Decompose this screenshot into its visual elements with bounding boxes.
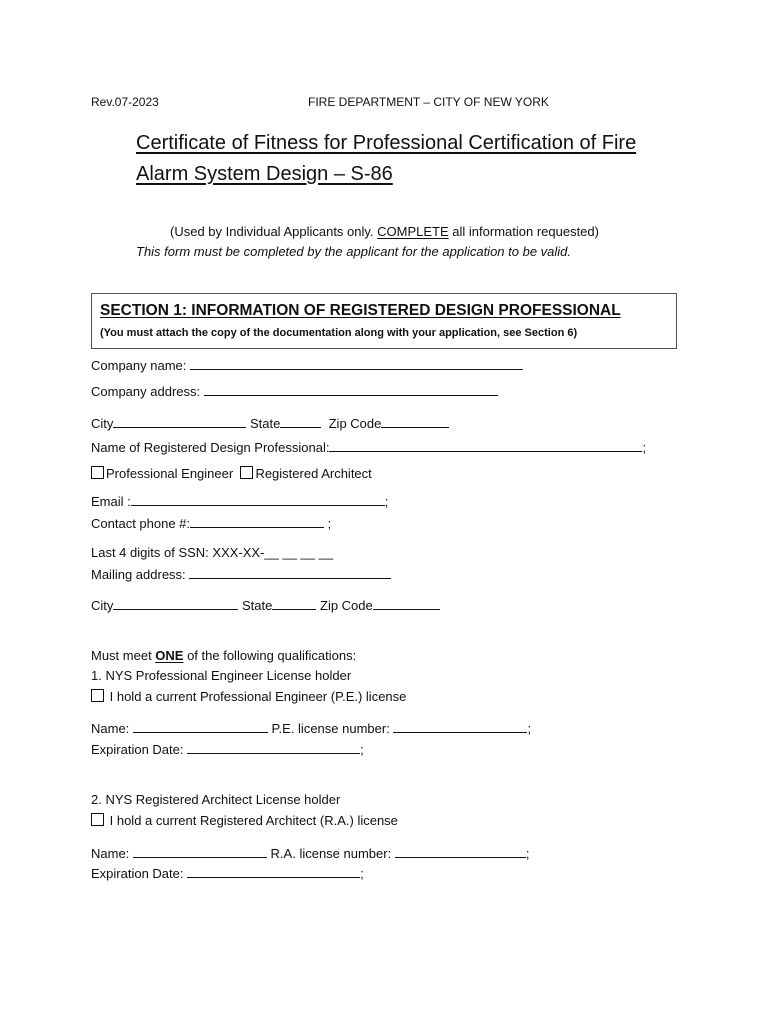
department-label: FIRE DEPARTMENT – CITY OF NEW YORK xyxy=(308,95,549,109)
rdp-name-field[interactable] xyxy=(329,439,642,452)
q1-name-label: Name: xyxy=(91,721,130,736)
semicolon: ; xyxy=(360,742,364,757)
mailing-address-row xyxy=(91,566,391,582)
mailing-city-field[interactable] xyxy=(113,597,238,610)
intro-note: This form must be completed by the applicant for the application to be valid. xyxy=(136,244,572,259)
q2-check-row xyxy=(91,813,398,828)
section-1-heading: SECTION 1: INFORMATION OF REGISTERED DESIGN PROFESSIONAL xyxy=(100,302,621,319)
semicolon: ; xyxy=(527,721,532,736)
qualifications-intro: Must meet ONE of the following qualifications: xyxy=(91,648,357,663)
mailing-address-field[interactable] xyxy=(189,566,391,579)
city-label: City xyxy=(91,416,114,431)
semicolon: ; xyxy=(642,440,647,455)
zip-label: Zip Code xyxy=(320,598,373,613)
company-name-field[interactable] xyxy=(190,357,523,370)
q1-name-field[interactable] xyxy=(133,720,268,733)
form-title-line2: Alarm System Design – S-86 xyxy=(136,163,393,185)
company-name-row xyxy=(91,357,523,373)
ssn-row[interactable]: Last 4 digits of SSN: XXX-XX-__ __ __ __ xyxy=(91,545,334,560)
license-type-row xyxy=(91,466,372,481)
company-city-row xyxy=(91,415,449,431)
registered-architect-checkbox[interactable] xyxy=(240,466,253,479)
q2-name-row xyxy=(91,845,529,861)
state-field[interactable] xyxy=(280,415,321,428)
city-label: City xyxy=(91,598,114,613)
contact-phone-label: Contact phone #: xyxy=(91,516,191,531)
complete-emphasis: COMPLETE xyxy=(377,224,449,239)
rdp-name-label: Name of Registered Design Professional: xyxy=(91,440,330,455)
company-name-label: Company name: xyxy=(91,358,187,373)
q2-name-field[interactable] xyxy=(133,845,267,858)
company-address-row xyxy=(91,383,498,399)
email-row xyxy=(91,493,388,509)
q1-expiration-row xyxy=(91,741,364,757)
state-label: State xyxy=(242,598,273,613)
intro-instructions: (Used by Individual Applicants only. COMPLETE all information requested) xyxy=(170,224,599,239)
q2-expiration-row xyxy=(91,865,364,881)
pe-license-number-field[interactable] xyxy=(393,720,527,733)
one-emphasis: ONE xyxy=(155,648,184,663)
ra-license-label: I hold a current Registered Architect (R.A.) license xyxy=(109,813,398,828)
mailing-state-field[interactable] xyxy=(272,597,316,610)
city-field[interactable] xyxy=(113,415,246,428)
semicolon: ; xyxy=(360,866,364,881)
q2-name-label: Name: xyxy=(91,846,130,861)
contact-phone-row xyxy=(91,515,331,531)
pe-license-label: I hold a current Professional Engineer (P.E.) license xyxy=(109,689,407,704)
pe-license-number-label: P.E. license number: xyxy=(271,721,390,736)
semicolon: ; xyxy=(384,494,389,509)
form-title-line1: Certificate of Fitness for Professional Certification of Fire xyxy=(136,132,637,154)
mailing-address-label: Mailing address: xyxy=(91,567,186,582)
q2-expiration-field[interactable] xyxy=(187,865,360,878)
state-label: State xyxy=(250,416,281,431)
mailing-city-row xyxy=(91,597,440,613)
professional-engineer-checkbox[interactable] xyxy=(91,466,104,479)
zip-field[interactable] xyxy=(381,415,449,428)
mailing-zip-field[interactable] xyxy=(373,597,440,610)
semicolon: ; xyxy=(327,516,332,531)
form-title xyxy=(136,128,636,190)
pe-license-checkbox[interactable] xyxy=(91,689,104,702)
company-address-field[interactable] xyxy=(204,383,498,396)
revision-label: Rev.07-2023 xyxy=(91,95,159,109)
q1-check-row xyxy=(91,689,406,704)
ra-license-number-label: R.A. license number: xyxy=(270,846,392,861)
company-address-label: Company address: xyxy=(91,384,201,399)
email-field[interactable] xyxy=(131,493,385,506)
professional-engineer-label: Professional Engineer xyxy=(106,466,234,481)
ra-license-number-field[interactable] xyxy=(395,845,526,858)
q1-name-row xyxy=(91,720,531,736)
zip-label: Zip Code xyxy=(328,416,382,431)
section-1-header xyxy=(91,293,677,349)
email-label: Email : xyxy=(91,494,131,509)
section-1-subheading: (You must attach the copy of the documentation along with your application, see Section 6) xyxy=(100,327,578,339)
rdp-name-row xyxy=(91,439,646,455)
semicolon: ; xyxy=(525,846,530,861)
contact-phone-field[interactable] xyxy=(190,515,324,528)
q1-title: 1. NYS Professional Engineer License holder xyxy=(91,668,352,683)
ra-license-checkbox[interactable] xyxy=(91,813,104,826)
registered-architect-label: Registered Architect xyxy=(255,466,372,481)
q1-expiration-field[interactable] xyxy=(187,741,360,754)
q2-title: 2. NYS Registered Architect License holder xyxy=(91,792,341,807)
q1-expiration-label: Expiration Date: xyxy=(91,742,184,757)
q2-expiration-label: Expiration Date: xyxy=(91,866,184,881)
